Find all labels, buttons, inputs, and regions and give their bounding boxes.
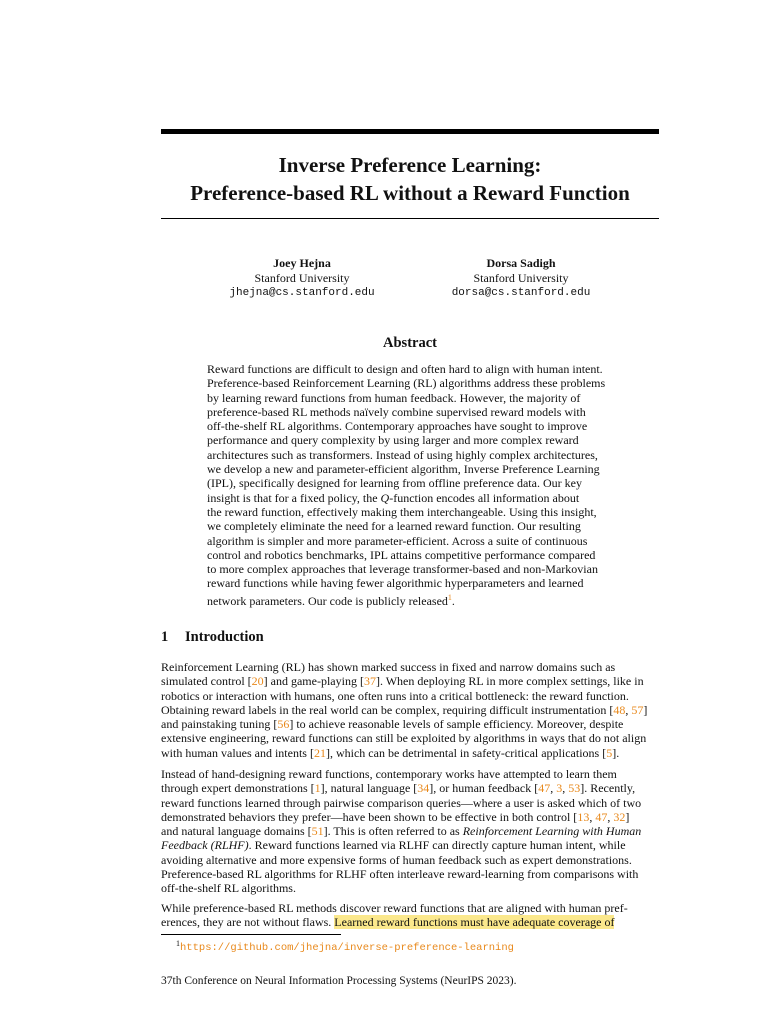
abstract-line-last [207, 591, 617, 608]
author-email[interactable]: jhejna@cs.stanford.edu [229, 287, 375, 299]
title-bottom-rule [161, 218, 659, 219]
text-line: robotics or interaction with humans, one often runs into a critical bottleneck: the reward function. [161, 688, 629, 703]
citation-link[interactable]: 47 [538, 781, 551, 796]
text: ], which can be detrimental in safety-critical applications [ [325, 745, 607, 760]
citation-link[interactable]: 57 [631, 702, 644, 717]
text-line [161, 838, 661, 852]
title-line-2: Preference-based RL without a Reward Function [190, 181, 630, 205]
citation-link[interactable]: 51 [311, 824, 324, 839]
text-line [161, 746, 661, 760]
citation-link[interactable]: 32 [613, 809, 626, 824]
section-number: 1 [161, 629, 169, 645]
footnote-url-link[interactable]: https://github.com/jhejna/inverse-preference-learning [180, 942, 514, 954]
italic-term: Feedback (RLHF) [161, 838, 249, 853]
abstract-line: architectures such as transformers. Instead of using highly complex architectures, [207, 447, 598, 462]
text: ]. Recently, [580, 781, 636, 796]
citation-link[interactable]: 53 [568, 781, 581, 796]
abstract-line: performance and query complexity by using larger and more complex reward [207, 433, 579, 448]
abstract-line-q [207, 491, 617, 505]
abstract-line: the reward function, effectively making them interchangeable. Using this insight, [207, 504, 597, 519]
text-line [161, 674, 661, 688]
text: , [550, 781, 557, 796]
text-line: reward functions learned through pairwise comparison queries—where a user is asked which of two [161, 795, 642, 810]
abstract-line: off-the-shelf RL algorithms. Contemporary approaches have sought to improve [207, 419, 588, 434]
text: ] [625, 809, 630, 824]
intro-paragraph-1 [161, 660, 661, 760]
abstract-text: insight is that for a fixed policy, the [207, 490, 381, 505]
abstract-line: control and robotics benchmarks, IPL attains competitive performance compared [207, 547, 596, 562]
text-line: While preference-based RL methods discover reward functions that are aligned with human pref- [161, 901, 628, 915]
citation-link[interactable]: 5 [606, 745, 613, 760]
citation-link[interactable]: 13 [577, 809, 590, 824]
abstract-line: to more complex approaches that leverage transformer-based and non-Markovian [207, 562, 598, 577]
text-line [161, 781, 661, 795]
text-line: Preference-based RL algorithms for RLHF often interleave reward-learning from comparisons with [161, 867, 639, 882]
section-heading-introduction [161, 628, 264, 646]
citation-link[interactable]: 34 [417, 781, 430, 796]
citation-link[interactable]: 56 [277, 717, 290, 732]
abstract-line: we completely eliminate the need for a learned reward function. Our resulting [207, 519, 581, 534]
text-line: off-the-shelf RL algorithms. [161, 881, 296, 896]
text: ], or human feedback [ [429, 781, 539, 796]
abstract-line: algorithm is simpler and more parameter-efficient. Across a suite of continuous [207, 533, 588, 548]
section-title: Introduction [185, 629, 264, 645]
citation-link[interactable]: 3 [556, 781, 563, 796]
text-line: Reinforcement Learning (RL) has shown marked success in fixed and narrow domains such as [161, 660, 616, 674]
abstract-heading: Abstract [383, 335, 437, 351]
abstract-body [207, 362, 617, 608]
footnote-number: 1 [176, 939, 180, 948]
italic-term: Reinforcement Learning with Human [462, 824, 642, 839]
text: and painstaking tuning [ [161, 717, 278, 732]
text: and natural language domains [ [161, 824, 312, 839]
abstract-line: (IPL), specifically designed for learning from offline preference data. Our key [207, 476, 582, 491]
text: ]. When deploying RL in more complex settings, like in [375, 674, 644, 689]
text-line [161, 717, 661, 731]
title-line-1: Inverse Preference Learning: [278, 153, 542, 177]
author-block-1 [182, 256, 422, 301]
footnote [176, 937, 514, 955]
citation-link[interactable]: 21 [313, 745, 326, 760]
intro-paragraph-3 [161, 901, 661, 930]
text: erences, they are not without flaws. [161, 915, 335, 930]
text: , [607, 809, 614, 824]
author-name: Dorsa Sadigh [486, 256, 556, 270]
abstract-text: network parameters. Our code is publicly released [207, 593, 448, 608]
text: Obtaining reward labels in the real world can be complex, requiring difficult instrumentation [ [161, 702, 614, 717]
text: . Reward functions learned via RLHF can directly capture human intent, while [248, 838, 626, 853]
text-line [161, 915, 661, 929]
footnote-rule [161, 934, 341, 935]
text: , [562, 781, 569, 796]
text-line: avoiding alternative and more expensive forms of human feedback such as expert demonstrations. [161, 852, 632, 867]
text-line [161, 810, 661, 824]
title-top-rule [161, 129, 659, 134]
abstract-text: . [451, 593, 455, 608]
citation-link[interactable]: 48 [613, 702, 626, 717]
footnote-marker[interactable]: 1 [447, 592, 452, 602]
text: , [589, 809, 596, 824]
abstract-line: we develop a new and parameter-efficient algorithm, Inverse Preference Learning [207, 462, 600, 477]
author-block-2 [401, 256, 641, 301]
q-symbol: Q [380, 490, 390, 505]
text: through expert demonstrations [ [161, 781, 315, 796]
text-line [161, 824, 661, 838]
highlighted-text[interactable]: Learned reward functions must have adequate coverage of [334, 915, 615, 930]
abstract-line: Preference-based Reinforcement Learning (RL) algorithms address these problems [207, 376, 606, 391]
intro-paragraph-2 [161, 767, 661, 896]
citation-link[interactable]: 20 [251, 674, 264, 689]
author-name: Joey Hejna [273, 256, 331, 270]
text: with human values and intents [ [161, 745, 314, 760]
text: ] and game-playing [ [263, 674, 364, 689]
author-affiliation: Stanford University [473, 271, 569, 285]
text: ] to achieve reasonable levels of sample efficiency. Moreover, despite [289, 717, 624, 732]
text: ], natural language [ [320, 781, 418, 796]
citation-link[interactable]: 1 [314, 781, 321, 796]
abstract-line: Reward functions are difficult to design and often hard to align with human intent. [207, 362, 603, 376]
text: demonstrated behaviors they prefer—have been shown to be effective in both control [ [161, 809, 578, 824]
abstract-line: preference-based RL methods naïvely combine supervised reward models with [207, 404, 586, 419]
text: , [625, 702, 632, 717]
citation-link[interactable]: 47 [595, 809, 608, 824]
text-line: Instead of hand-designing reward functions, contemporary works have attempted to learn them [161, 767, 617, 781]
venue-footer: 37th Conference on Neural Information Processing Systems (NeurIPS 2023). [161, 975, 517, 987]
text: ]. [612, 745, 620, 760]
abstract-line: by learning reward functions from human feedback. However, the majority of [207, 390, 581, 405]
text-line: extensive engineering, reward functions can still be exploited by algorithms in ways that do not align [161, 731, 647, 746]
author-affiliation: Stanford University [254, 271, 350, 285]
citation-link[interactable]: 37 [363, 674, 376, 689]
paper-title [161, 151, 659, 207]
abstract-text: -function encodes all information about [389, 490, 580, 505]
text: simulated control [ [161, 674, 252, 689]
text-line [161, 703, 661, 717]
abstract-line: reward functions while having fewer algorithmic hyperparameters and learned [207, 576, 584, 591]
text: ]. This is often referred to as [323, 824, 463, 839]
author-email[interactable]: dorsa@cs.stanford.edu [451, 287, 591, 299]
text: ] [643, 702, 648, 717]
